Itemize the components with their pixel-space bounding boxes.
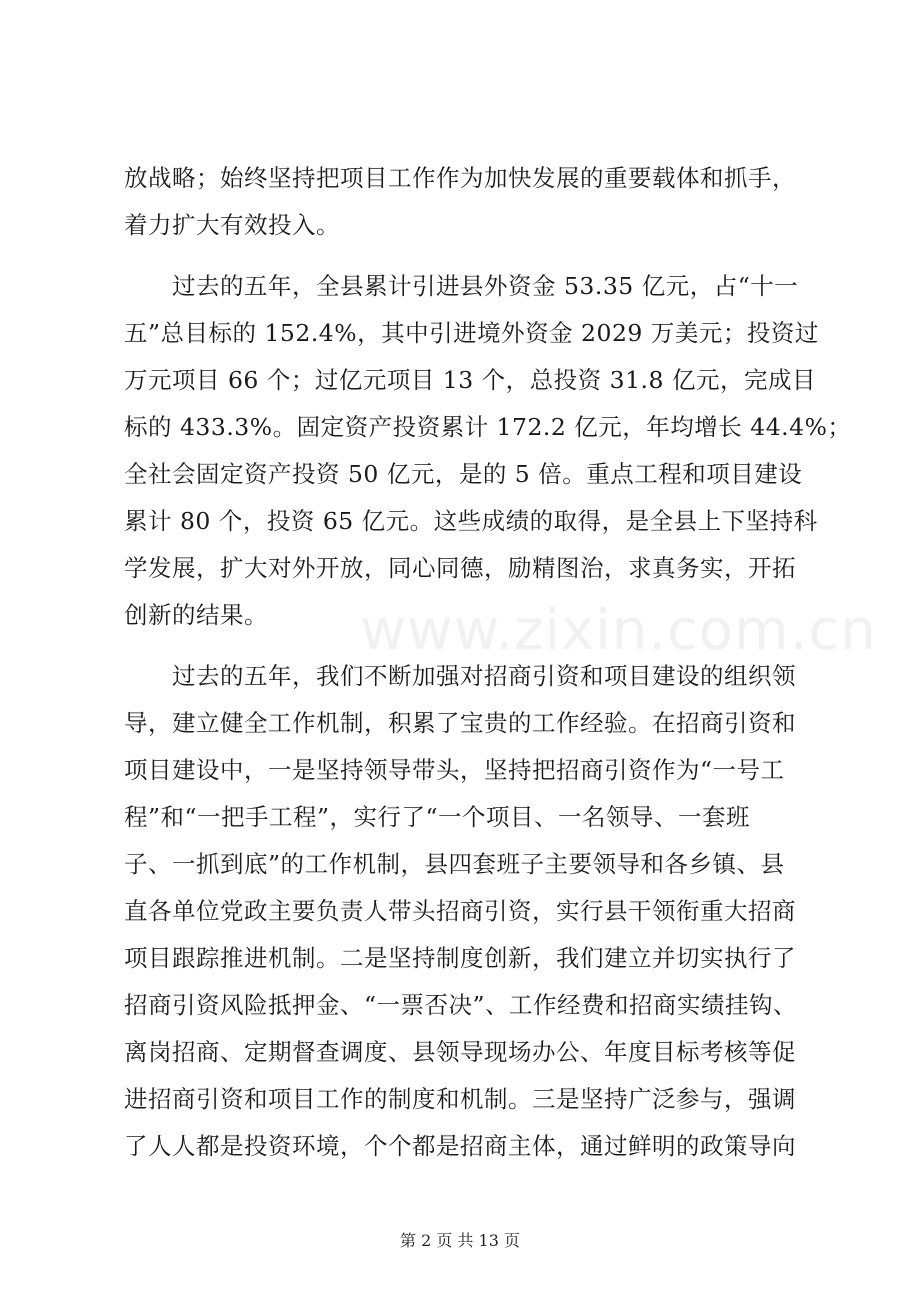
paragraph-3-line: 项目建设中，一是坚持领导带头，坚持把招商引资作为“一号工: [124, 756, 785, 784]
paragraph-2-line: 过去的五年，全县累计引进县外资金 53.35 亿元，占“十一: [172, 272, 799, 300]
paragraph-2-line: 标的 433.3%。固定资产投资累计 172.2 亿元，年均增长 44.4%；: [124, 413, 852, 441]
paragraph-3-line: 子、一抓到底”的工作机制，县四套班子主要领导和各乡镇、县: [124, 850, 785, 878]
paragraph-3-line: 项目跟踪推进机制。二是坚持制度创新，我们建立并切实执行了: [124, 944, 796, 972]
paragraph-3-line: 了人人都是投资环境，个个都是招商主体，通过鲜明的政策导向: [124, 1132, 796, 1160]
paragraph-3-line: 导，建立健全工作机制，积累了宝贵的工作经验。在招商引资和: [124, 709, 796, 737]
paragraph-3-line: 进招商引资和项目工作的制度和机制。三是坚持广泛参与，强调: [124, 1085, 796, 1113]
paragraph-2-line: 累计 80 个，投资 65 亿元。这些成绩的取得，是全县上下坚持科: [124, 507, 818, 535]
paragraph-2-line: 五”总目标的 152.4%，其中引进境外资金 2029 万美元；投资过: [124, 319, 819, 347]
paragraph-3-line: 过去的五年，我们不断加强对招商引资和项目建设的组织领: [172, 662, 796, 690]
paragraph-1-line: 放战略；始终坚持把项目工作作为加快发展的重要载体和抓手，: [124, 164, 796, 192]
paragraph-3-line: 直各单位党政主要负责人带头招商引资，实行县干领衔重大招商: [124, 897, 796, 925]
paragraph-3-line: 离岗招商、定期督查调度、县领导现场办公、年度目标考核等促: [124, 1038, 796, 1066]
paragraph-2-line: 万元项目 66 个；过亿元项目 13 个，总投资 31.8 亿元，完成目: [124, 366, 816, 394]
paragraph-2-line: 全社会固定资产投资 50 亿元，是的 5 倍。重点工程和项目建设: [124, 460, 803, 488]
page-number-footer: 第 2 页 共 13 页: [400, 1231, 520, 1250]
document-body: [124, 155, 852, 1170]
paragraph-2-line: 学发展，扩大对外开放，同心同德，励精图治，求真务实，开拓: [124, 554, 796, 582]
paragraph-3-line: 招商引资风险抵押金、“一票否决”、工作经费和招商实绩挂钩、: [124, 991, 798, 1019]
watermark: www.zixin.com.cn: [360, 598, 877, 663]
paragraph-2-line: 创新的结果。: [124, 601, 268, 629]
paragraph-3-line: 程”和“一把手工程”，实行了“一个项目、一名领导、一套班: [124, 803, 751, 831]
paragraph-1-line: 着力扩大有效投入。: [124, 211, 340, 239]
